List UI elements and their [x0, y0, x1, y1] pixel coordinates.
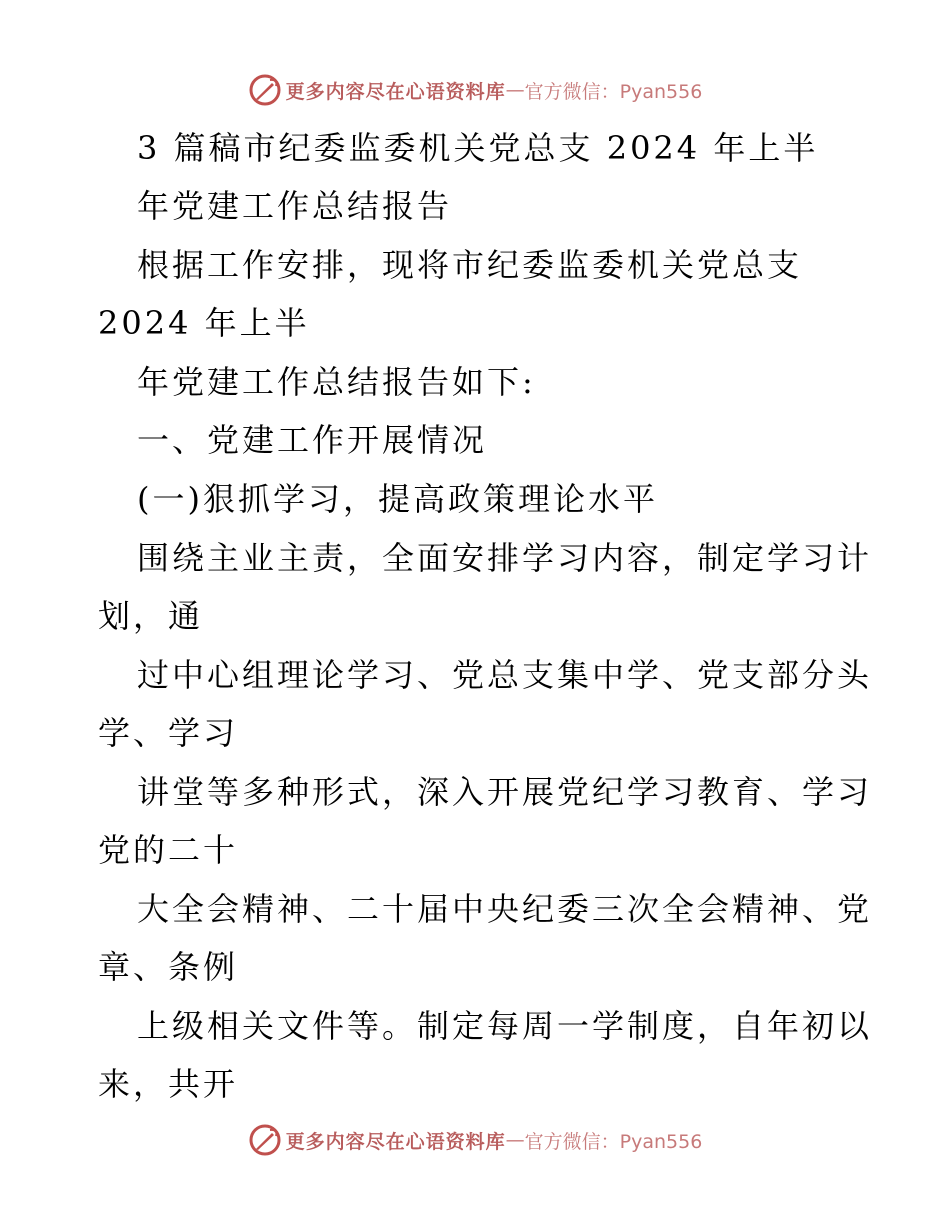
banner-wechat-text: 官方微信：Pyan556 — [524, 1130, 703, 1153]
paragraph-line: 划，通 — [98, 597, 204, 635]
paragraph-line: 党的二十 — [98, 831, 239, 869]
title-line-1: 3 篇稿市纪委监委机关党总支 2024 年上半 — [137, 129, 819, 167]
paragraph-line: 学、学习 — [98, 714, 239, 752]
footer-banner — [0, 1120, 950, 1160]
banner-library-text: 更多内容尽在心语资料库 — [285, 80, 506, 103]
paragraph-line: 年党建工作总结报告如下: — [137, 363, 536, 401]
paragraph-line: 过中心组理论学习、党总支集中学、党支部分头 — [137, 656, 873, 694]
paragraph-line: 2024 年上半 — [98, 304, 310, 342]
quill-seal-logo-icon — [248, 1123, 282, 1157]
section-heading: 一、党建工作开展情况 — [137, 421, 488, 459]
paragraph-line: 来，共开 — [98, 1065, 239, 1103]
subsection-heading: (一)狠抓学习，提高政策理论水平 — [137, 480, 658, 518]
paragraph-line: 围绕主业主责，全面安排学习内容，制定学习计 — [137, 539, 873, 577]
paragraph-line: 根据工作安排，现将市纪委监委机关党总支 — [137, 246, 803, 284]
paragraph-line: 上级相关文件等。制定每周一学制度，自年初以 — [137, 1007, 873, 1045]
paragraph-line: 讲堂等多种形式，深入开展党纪学习教育、学习 — [137, 773, 873, 811]
paragraph-line: 章、条例 — [98, 948, 239, 986]
title-line-2: 年党建工作总结报告 — [137, 187, 453, 225]
banner-separator: — — [505, 1129, 525, 1151]
banner-separator: — — [505, 79, 525, 101]
banner-library-text: 更多内容尽在心语资料库 — [285, 1130, 506, 1153]
banner-wechat-text: 官方微信：Pyan556 — [524, 80, 703, 103]
paragraph-line: 大全会精神、二十届中央纪委三次全会精神、党 — [137, 890, 873, 928]
